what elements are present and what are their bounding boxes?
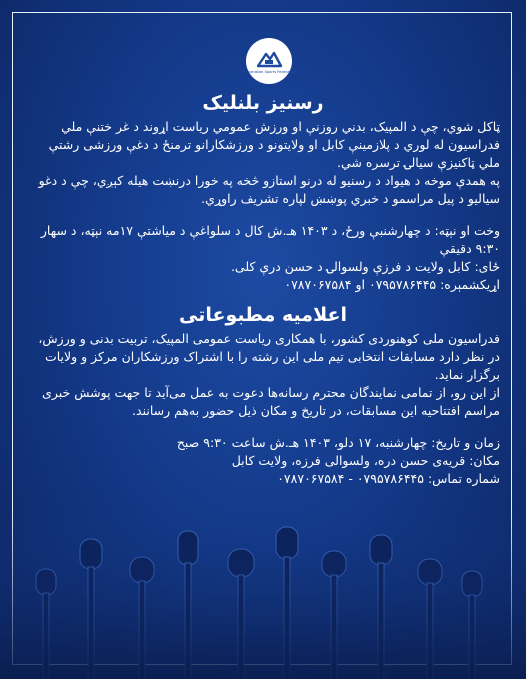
federation-logo-icon <box>254 48 284 70</box>
dari-paragraph-1: فدراسیون ملی کوهنوردی کشور، با همکاری ریاست عمومی المپیک، تربیت بدنی و ورزش، در نظر دارد مسابقات انتخابی تیم ملی این رشته را با اشتراک ورزشکاران مرکز و ولایات برگزار نماید. <box>38 331 500 382</box>
pashto-contact: اړیکشمېره: ۰۷۹۵۷۸۶۴۴۵ او ۰۷۸۷۰۶۷۵۸۴ <box>284 277 500 292</box>
pashto-title: رسنيز بلنليک <box>202 92 324 114</box>
microphones-illustration <box>0 509 526 679</box>
dari-title: اعلامیه مطبوعاتی <box>179 304 347 326</box>
pashto-time: وخت او نېټه: د چهارشنبې ورځ، د ۱۴۰۳ هـ.ش کال د سلواغې د میاشتې ۱۷مه نېټه، د سهار ۹:۳۰ دقیقې <box>40 223 500 256</box>
pashto-paragraph-1: ټاکل شوي، چې د المپیک، بدني روزنې او ورزش عمومي ریاست اړوند د غر ختنې ملي فدراسیون له لوري د پلازمینې کابل او ولایتونو د ورزشکارانو ترمنځ د دغې ورزشی رشتې ملي ټاکنیزې سیالۍ ترسره شي. <box>48 119 500 170</box>
dari-time: زمان و تاریخ: چهارشنبه، ۱۷ دلو، ۱۴۰۳ هـ.ش ساعت ۹:۳۰ صبح <box>176 435 500 450</box>
dari-place: مکان: قریه‌ی حسن دره، ولسوالی فرزه، ولایت کابل <box>231 453 500 468</box>
dari-paragraph-2: از این رو، از تمامی نمایندگان محترم رسانه‌ها دعوت به عمل می‌آید تا جهت پوشش خبری مراسم افتتاحیه این مسابقات، در تاریخ و مکان ذیل حضور به‌هم رسانند. <box>42 385 500 418</box>
announcement-content <box>26 92 500 488</box>
logo-text: Afghanistan Sports Federation <box>241 69 297 74</box>
pashto-paragraph-2: په همدې موخه د هیواد د رسنیو له درنو استازو څخه په خورا درنښت هیله کېږي، چې د دغو سیالیو د پیل مراسمو د خبري پوښښ لپاره تشریف راوړي. <box>38 173 500 206</box>
federation-logo <box>241 38 297 84</box>
pashto-place: ځای: کابل ولایت د فرزې ولسوالۍ د حسن درې کلی. <box>230 259 500 274</box>
dari-contact: شماره تماس: ۰۷۹۵۷۸۶۴۴۵ - ۰۷۸۷۰۶۷۵۸۴ <box>277 471 500 486</box>
